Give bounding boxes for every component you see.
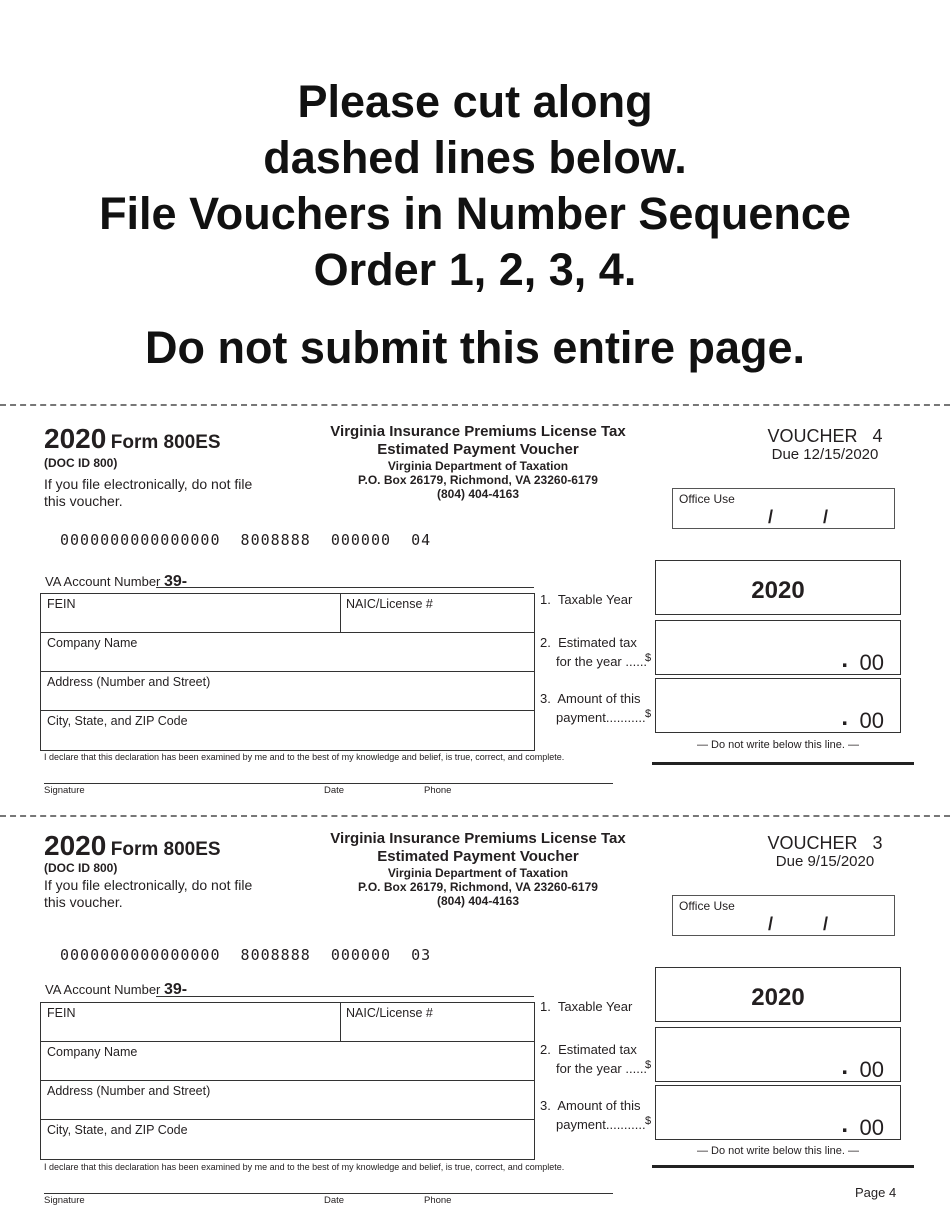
agency-header — [318, 423, 638, 501]
estimated-tax-field[interactable] — [655, 620, 901, 675]
taxable-year-value: 2020 — [751, 984, 805, 1011]
doc-id: (DOC ID 800) — [44, 456, 118, 470]
voucher-3 — [0, 830, 950, 1230]
naic-label: NAIC/License # — [346, 597, 433, 611]
line-text: for the year ...... — [556, 654, 648, 669]
estimated-tax-field[interactable] — [655, 1027, 901, 1082]
form-name: Form 800ES — [110, 432, 221, 453]
dollar-sign: $ — [645, 1115, 652, 1127]
cut-line — [0, 404, 950, 406]
cut-instructions — [0, 74, 950, 298]
voucher-number: VOUCHER 3 — [767, 833, 883, 853]
phone-number: (804) 404-4163 — [436, 894, 520, 908]
office-date-slash: / — [823, 507, 829, 527]
street-address-field[interactable] — [41, 672, 534, 711]
line-text: Amount of this — [557, 691, 641, 706]
agency-title: Virginia Insurance Premiums License Tax — [330, 830, 626, 847]
naic-label: NAIC/License # — [346, 1006, 433, 1020]
city-state-zip-field[interactable] — [41, 711, 534, 750]
street-address-label: Address (Number and Street) — [47, 1084, 211, 1098]
line-text: for the year ...... — [556, 1061, 648, 1076]
city-state-zip-label: City, State, and ZIP Code — [47, 1123, 188, 1137]
taxable-year-box[interactable] — [655, 560, 901, 615]
no-write-rule — [652, 762, 914, 765]
dollar-sign: $ — [645, 708, 652, 720]
signature-line[interactable] — [44, 783, 613, 784]
mailing-address: P.O. Box 26179, Richmond, VA 23260-6179 — [358, 880, 598, 894]
dollar-sign: $ — [645, 652, 652, 664]
taxable-year-value: 2020 — [751, 577, 805, 604]
signature-line[interactable] — [44, 1193, 613, 1194]
decimal-point: . — [841, 704, 848, 731]
account-prefix: 39- — [164, 573, 188, 590]
submit-warning: Do not submit this entire page. — [144, 322, 806, 373]
form-name: Form 800ES — [110, 839, 221, 860]
line-number: 2. — [540, 635, 551, 650]
efile-note: If you file electronically, do not file this voucher. — [44, 476, 253, 509]
line-number: 3. — [540, 1098, 551, 1113]
taxable-year-box[interactable] — [655, 967, 901, 1022]
phone-label: Phone — [424, 785, 452, 796]
department: Virginia Department of Taxation — [387, 866, 569, 880]
cents-value: 00 — [859, 1115, 884, 1140]
line-1-label — [540, 590, 632, 609]
phone-label: Phone — [424, 1195, 452, 1206]
office-use-box — [672, 895, 895, 936]
account-number-field[interactable] — [156, 587, 534, 588]
line-2-label — [540, 1040, 652, 1078]
payment-amount-field[interactable] — [655, 678, 901, 733]
account-label-text: VA Account Number — [45, 982, 161, 997]
line-number: 2. — [540, 1042, 551, 1057]
city-state-zip-field[interactable] — [41, 1120, 534, 1159]
page-number: Page 4 — [855, 1185, 897, 1200]
office-use-label: Office Use — [679, 492, 735, 506]
phone-number: (804) 404-4163 — [436, 487, 520, 501]
decimal-point: . — [841, 1053, 848, 1080]
fein-label: FEIN — [47, 1006, 76, 1020]
agency-title: Virginia Insurance Premiums License Tax — [330, 423, 626, 440]
city-state-zip-label: City, State, and ZIP Code — [47, 714, 188, 728]
line-number: 1. — [540, 592, 551, 607]
office-date-slash: / — [823, 914, 829, 934]
dollar-sign: $ — [645, 1059, 652, 1071]
declaration-text: I declare that this declaration has been examined by me and to the best of my knowledge and belief, is true, correct, and complete. — [44, 1162, 565, 1172]
date-label: Date — [324, 785, 345, 796]
due-date: Due 12/15/2020 — [771, 446, 879, 463]
no-write-notice: — Do not write below this line. — — [696, 1145, 859, 1157]
instruction-line-3: File Vouchers in Number Sequence — [99, 188, 851, 239]
signature-label: Signature — [44, 1195, 85, 1206]
line-text: Estimated tax — [558, 1042, 637, 1057]
taxpayer-info-box — [40, 1002, 535, 1160]
form-year: 2020 — [44, 423, 107, 454]
scan-line: 0000000000000000 8008888 000000 03 — [60, 946, 432, 964]
signature-label: Signature — [44, 785, 85, 796]
office-date-slash: / — [768, 914, 774, 934]
decimal-point: . — [841, 646, 848, 673]
voucher-number: VOUCHER 4 — [767, 426, 883, 446]
line-number: 1. — [540, 999, 551, 1014]
line-number: 3. — [540, 691, 551, 706]
fein-label: FEIN — [47, 597, 76, 611]
date-label: Date — [324, 1195, 345, 1206]
account-number-field[interactable] — [156, 996, 534, 997]
no-write-notice: — Do not write below this line. — — [696, 739, 859, 751]
line-text: payment........... — [556, 1117, 646, 1132]
voucher-type: Estimated Payment Voucher — [377, 848, 579, 865]
account-number-label — [45, 573, 187, 591]
decimal-point: . — [841, 1111, 848, 1138]
company-name-label: Company Name — [47, 636, 138, 650]
line-3-label — [540, 1096, 652, 1134]
fein-row — [41, 1003, 534, 1042]
cents-value: 00 — [859, 650, 884, 675]
account-prefix: 39- — [164, 981, 188, 998]
efile-note: If you file electronically, do not file this voucher. — [44, 877, 253, 910]
department: Virginia Department of Taxation — [387, 459, 569, 473]
line-text: Taxable Year — [557, 999, 633, 1014]
fein-divider — [340, 1003, 341, 1041]
line-2-label — [540, 633, 652, 671]
cents-value: 00 — [859, 1057, 884, 1082]
office-use-label: Office Use — [679, 899, 735, 913]
no-write-rule — [652, 1165, 914, 1168]
scan-line: 0000000000000000 8008888 000000 04 — [60, 531, 432, 549]
instruction-line-4: Order 1, 2, 3, 4. — [313, 244, 637, 295]
line-1-label — [540, 997, 632, 1016]
line-text: Estimated tax — [558, 635, 637, 650]
fein-divider — [340, 594, 341, 632]
due-date: Due 9/15/2020 — [775, 853, 875, 870]
company-name-field[interactable] — [41, 633, 534, 672]
voucher-4 — [0, 423, 950, 823]
line-text: Taxable Year — [557, 592, 633, 607]
line-text: Amount of this — [557, 1098, 641, 1113]
declaration-text: I declare that this declaration has been examined by me and to the best of my knowledge and belief, is true, correct, and complete. — [44, 752, 565, 762]
mailing-address: P.O. Box 26179, Richmond, VA 23260-6179 — [358, 473, 598, 487]
office-date-slash: / — [768, 507, 774, 527]
form-year: 2020 — [44, 830, 107, 861]
taxpayer-info-box — [40, 593, 535, 751]
company-name-field[interactable] — [41, 1042, 534, 1081]
cut-line — [0, 815, 950, 817]
cents-value: 00 — [859, 708, 884, 733]
instruction-line-2: dashed lines below. — [263, 132, 687, 183]
street-address-field[interactable] — [41, 1081, 534, 1120]
voucher-type: Estimated Payment Voucher — [377, 441, 579, 458]
form-title — [44, 830, 221, 862]
doc-id: (DOC ID 800) — [44, 861, 118, 875]
line-3-label — [540, 689, 652, 727]
form-title — [44, 423, 221, 455]
instruction-line-1: Please cut along — [297, 76, 653, 127]
account-label-text: VA Account Number — [45, 574, 161, 589]
fein-row — [41, 594, 534, 633]
street-address-label: Address (Number and Street) — [47, 675, 211, 689]
agency-header — [318, 830, 638, 908]
company-name-label: Company Name — [47, 1045, 138, 1059]
office-use-box — [672, 488, 895, 529]
line-text: payment........... — [556, 710, 646, 725]
payment-amount-field[interactable] — [655, 1085, 901, 1140]
